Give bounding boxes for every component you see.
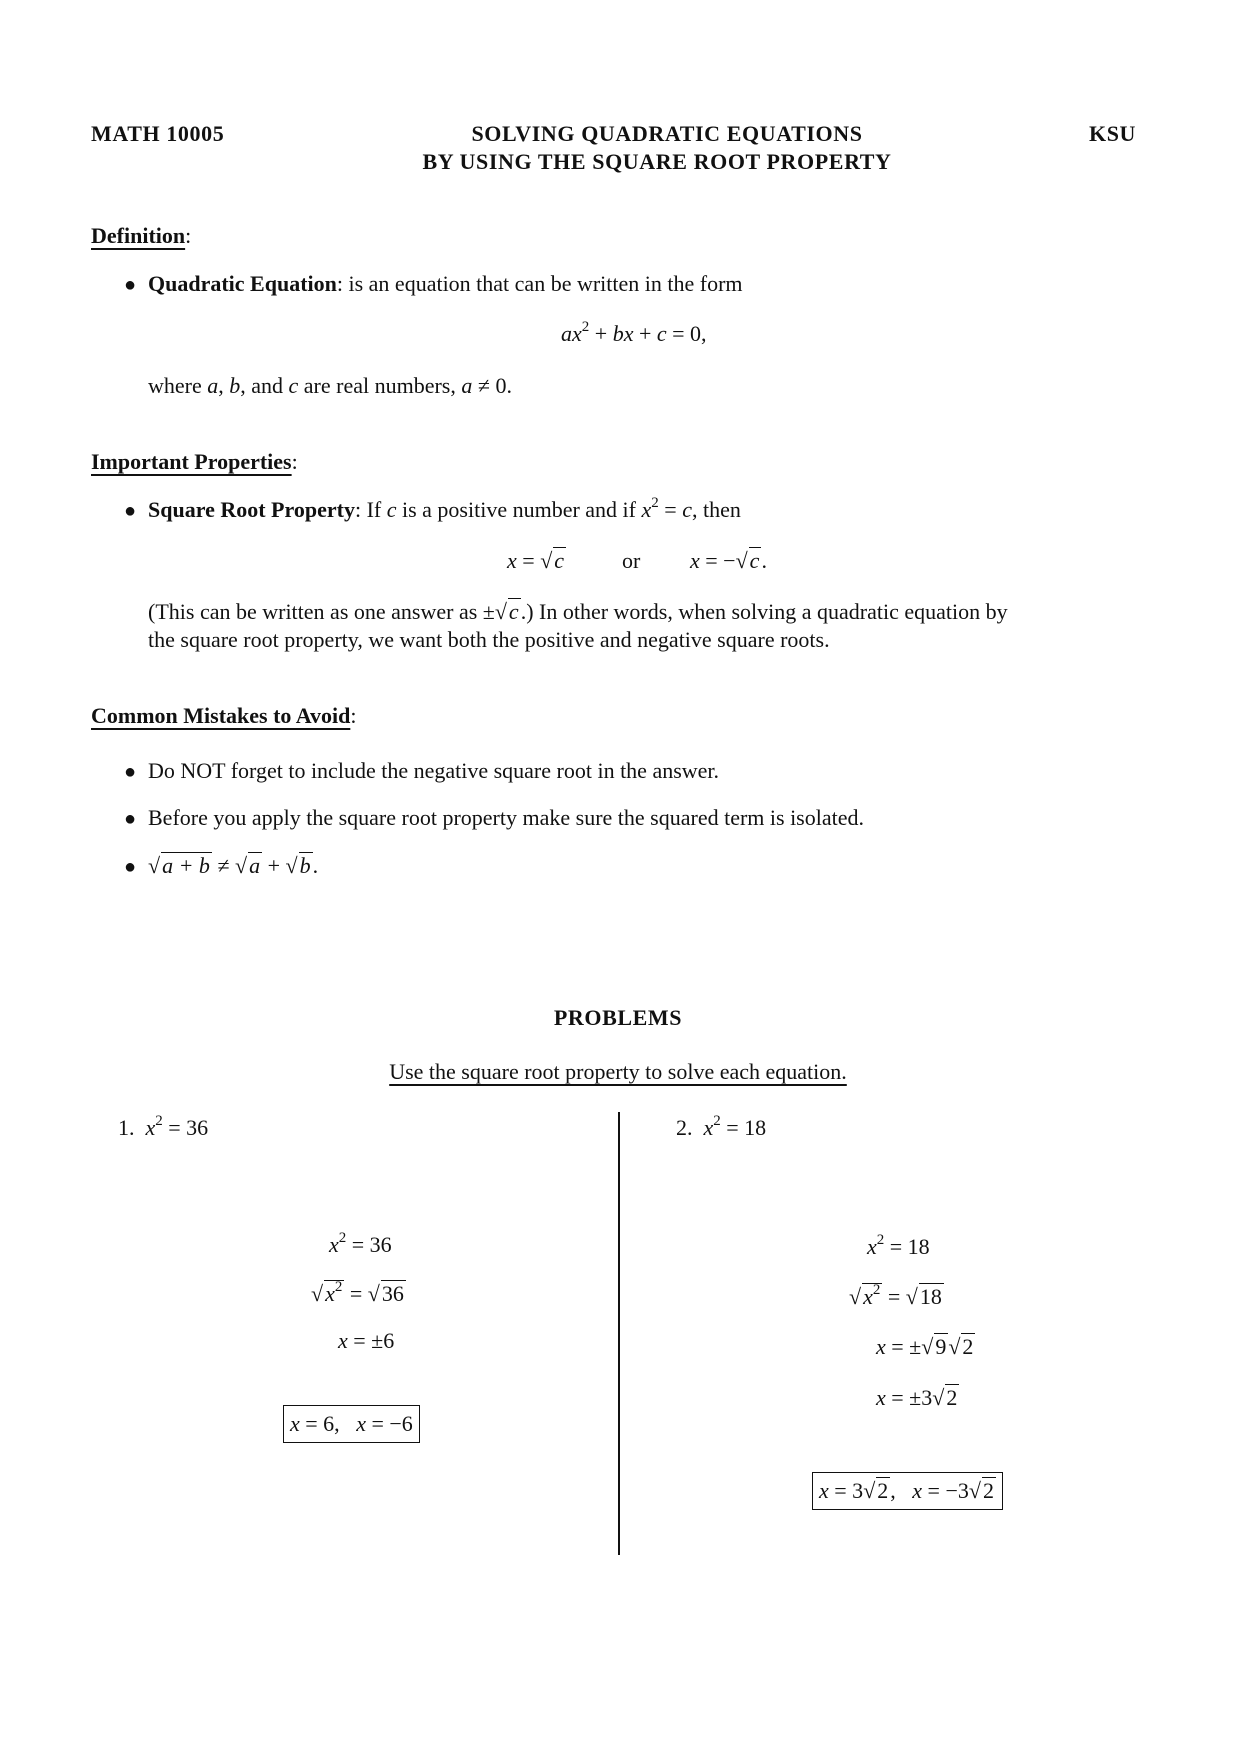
square-root (495, 598, 521, 626)
radicand: a + b (162, 853, 210, 878)
square-root (736, 547, 762, 575)
problem-number: 2. (676, 1115, 693, 1140)
var-b: b (229, 373, 241, 398)
definition-heading-text: Definition (91, 223, 186, 248)
square-root (906, 1283, 944, 1311)
radical-icon: √ (235, 853, 248, 878)
bullet-icon: ● (124, 856, 137, 878)
comma: , (890, 1478, 896, 1503)
property-text: is a positive number and if (396, 497, 642, 522)
period: . (761, 548, 767, 573)
mistake-bullet-1 (124, 757, 136, 786)
exponent: 2 (581, 318, 590, 335)
exponent: 2 (872, 1281, 881, 1298)
quadratic-form-equation (561, 320, 707, 348)
radicand (862, 1283, 882, 1309)
radicand: a (249, 853, 261, 878)
property-text: , then (691, 497, 741, 522)
square-root (368, 1280, 406, 1308)
square-root (969, 1477, 996, 1505)
square-root (235, 852, 262, 880)
var-x: x (623, 321, 634, 346)
problem-1-answer-box (283, 1405, 420, 1443)
property-note-line-1 (148, 598, 1008, 626)
definition-heading (91, 222, 191, 250)
or-text: or (622, 548, 641, 573)
radical-icon: √ (849, 1284, 862, 1309)
square-root (540, 547, 566, 575)
definition-term: Quadratic Equation (148, 271, 337, 296)
radical-icon: √ (932, 1385, 945, 1410)
radicand: b (299, 853, 311, 878)
rhs: = 36 (346, 1232, 392, 1257)
var-x: x (703, 1115, 714, 1140)
equals-plus-minus: = ± (885, 1334, 922, 1359)
title-line-2: BY USING THE SQUARE ROOT PROPERTY (422, 149, 892, 174)
radical-icon: √ (735, 548, 748, 573)
exponent: 2 (155, 1112, 163, 1129)
problem-1-step-1 (329, 1231, 392, 1259)
radical-icon: √ (148, 853, 161, 878)
var-x: x (290, 1411, 300, 1436)
radicand: c (749, 548, 760, 573)
var-x: x (819, 1478, 829, 1503)
equals: = (344, 1281, 368, 1306)
definition-where-line (148, 372, 512, 400)
bullet-icon: ● (124, 500, 137, 522)
bullet-icon: ● (124, 761, 137, 783)
problem-1-step-3 (338, 1327, 394, 1355)
plus-sign: + (262, 853, 286, 878)
problems-heading: PROBLEMS (553, 1005, 683, 1030)
exponent: 2 (651, 494, 659, 511)
rhs: = 18 (884, 1234, 930, 1259)
radicand: 9 (935, 1334, 947, 1359)
exponent: 2 (334, 1278, 343, 1295)
mistakes-heading-colon: : (350, 703, 357, 728)
radicand: 2 (982, 1478, 994, 1503)
const-c: c (656, 321, 667, 346)
period: . (312, 853, 319, 878)
note-text: (This can be written as one answer as ± (148, 599, 495, 624)
equals: = (882, 1284, 906, 1309)
coef-a: a (561, 321, 572, 346)
square-root (286, 852, 313, 880)
property-note-line-2: the square root property, we want both the positive and negative square roots. (148, 627, 830, 652)
square-root (849, 1283, 882, 1311)
square-root (863, 1477, 890, 1505)
answer-value: = 3 (828, 1478, 864, 1503)
var-c: c (682, 497, 692, 522)
radical-icon: √ (948, 1334, 961, 1359)
mistake-item: Before you apply the square root property make sure the squared term is isolated. (148, 805, 864, 830)
var-x: x (867, 1234, 877, 1259)
square-root (148, 852, 212, 880)
mistake-item: Do NOT forget to include the negative square root in the answer. (148, 758, 720, 783)
properties-bullet (124, 496, 136, 525)
column-divider (618, 1112, 620, 1555)
properties-heading-text: Important Properties (91, 449, 292, 474)
problem-2-prompt (676, 1114, 766, 1142)
var-x: x (876, 1334, 886, 1359)
problem-number: 1. (118, 1115, 135, 1140)
coef-b: b (612, 321, 624, 346)
problem-2-step-3 (876, 1333, 975, 1361)
square-root (921, 1333, 948, 1361)
course-code: MATH 10005 (91, 121, 225, 146)
answer-value: = −3 (922, 1478, 969, 1503)
radical-icon: √ (968, 1478, 981, 1503)
problem-1-prompt (118, 1114, 208, 1142)
plus-sign: + (633, 321, 657, 346)
rhs: = ±6 (347, 1328, 395, 1353)
radical-icon: √ (921, 1334, 934, 1359)
definition-term-text: : is an equation that can be written in the form (336, 271, 743, 296)
var-x: x (863, 1284, 873, 1309)
property-text: : If (354, 497, 387, 522)
properties-heading (91, 448, 298, 476)
plus-sign: + (589, 321, 613, 346)
equals-plus-minus: = ±3 (885, 1385, 933, 1410)
bullet-icon: ● (124, 808, 137, 830)
exponent: 2 (338, 1229, 347, 1246)
rhs: = 36 (162, 1115, 209, 1140)
definition-bullet (124, 270, 136, 299)
var-a: a (207, 373, 219, 398)
properties-heading-colon: : (291, 449, 298, 474)
var-x: x (338, 1328, 348, 1353)
square-root (948, 1333, 975, 1361)
mistake-formula (148, 852, 318, 880)
radicand (324, 1280, 344, 1306)
var-c: c (288, 373, 299, 398)
school-name: KSU (1089, 121, 1137, 146)
exponent: 2 (713, 1112, 721, 1129)
var-x: x (507, 548, 517, 573)
var-x: x (641, 497, 652, 522)
equals: = (516, 548, 541, 573)
definition-heading-colon: : (185, 223, 192, 248)
rhs: = 18 (720, 1115, 767, 1140)
definition-term-line (148, 270, 743, 298)
radicand: 18 (919, 1284, 942, 1309)
problem-2-step-4 (876, 1384, 959, 1412)
problem-1-step-2 (311, 1280, 406, 1308)
note-text: .) In other words, when solving a quadratic equation by (520, 599, 1008, 624)
var-x: x (145, 1115, 156, 1140)
property-result-positive (507, 547, 566, 575)
exponent: 2 (876, 1231, 885, 1248)
radical-icon: √ (494, 599, 507, 624)
radical-icon: √ (367, 1281, 380, 1306)
var-c: c (386, 497, 397, 522)
square-root (311, 1280, 344, 1308)
radical-icon: √ (311, 1281, 324, 1306)
where-text: where (148, 373, 208, 398)
mistake-bullet-2 (124, 804, 136, 833)
not-equal: ≠ (211, 853, 236, 878)
var-x: x (876, 1385, 886, 1410)
problem-2-step-1 (867, 1233, 930, 1261)
radicand: 2 (877, 1478, 889, 1503)
equals-zero: = 0, (666, 321, 707, 346)
where-mid-text: are real numbers, (298, 373, 462, 398)
var-x: x (912, 1478, 923, 1503)
var-a: a (461, 373, 473, 398)
radicand: c (508, 599, 519, 624)
radical-icon: √ (285, 853, 298, 878)
radical-icon: √ (540, 548, 553, 573)
var-x: x (690, 548, 700, 573)
mistake-bullet-3 (124, 852, 136, 881)
radicand: 2 (962, 1334, 974, 1359)
equals: = (658, 497, 683, 522)
radical-icon: √ (905, 1284, 918, 1309)
separator: , (218, 373, 230, 398)
var-x: x (325, 1281, 335, 1306)
mistakes-heading-text: Common Mistakes to Avoid (91, 703, 351, 728)
problem-2-step-2 (849, 1283, 944, 1311)
var-x: x (329, 1232, 339, 1257)
bullet-icon: ● (124, 274, 137, 296)
title-line-1: SOLVING QUADRATIC EQUATIONS (471, 121, 863, 146)
radicand: c (554, 548, 565, 573)
equals-negative: = − (699, 548, 736, 573)
var-x: x (356, 1411, 366, 1436)
not-equal-zero: ≠ 0. (472, 373, 512, 398)
answer-value: = −6 (365, 1411, 413, 1436)
square-root-property-line (148, 496, 741, 524)
property-result-negative (690, 547, 767, 575)
mistakes-heading (91, 702, 356, 730)
radical-icon: √ (863, 1478, 876, 1503)
square-root (932, 1384, 959, 1412)
radicand: 2 (946, 1385, 958, 1410)
answer-value: = 6, (299, 1411, 340, 1436)
problem-2-answer-box (812, 1472, 1003, 1510)
var-x: x (572, 321, 582, 346)
radicand: 36 (381, 1281, 404, 1306)
problems-instruction: Use the square root property to solve each equation. (389, 1059, 847, 1084)
property-term: Square Root Property (148, 497, 355, 522)
separator: , and (240, 373, 289, 398)
